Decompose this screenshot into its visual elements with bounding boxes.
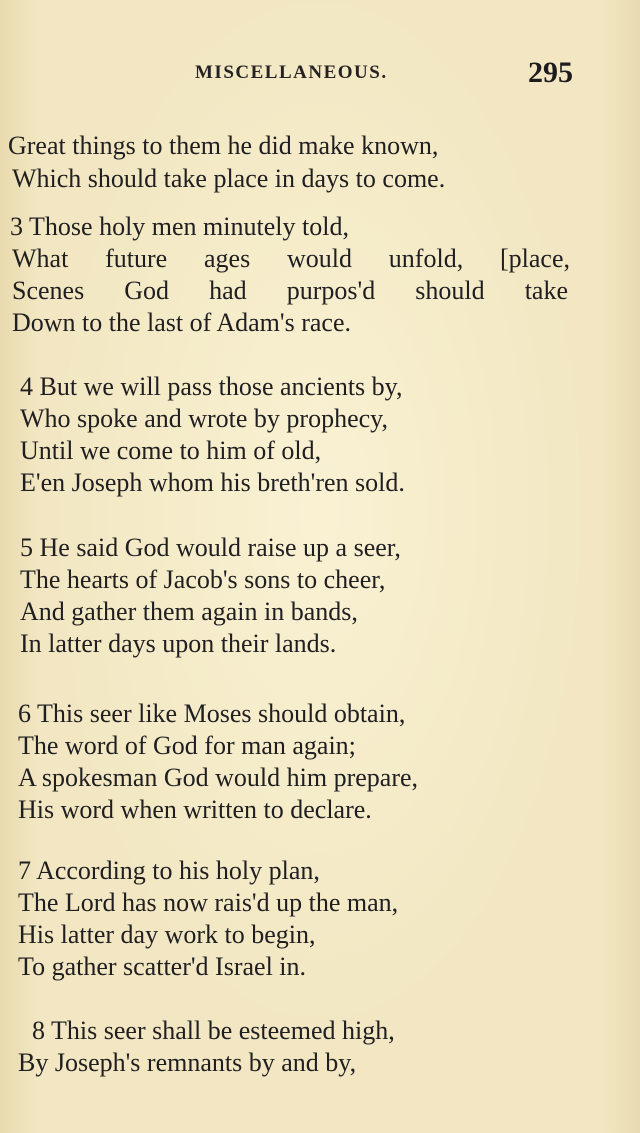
verse-line: Which should take place in days to come. <box>12 164 446 193</box>
verse-line: To gather scatter'd Israel in. <box>18 952 307 981</box>
verse-line: Until we come to him of old, <box>20 436 322 465</box>
verse-line: The hearts of Jacob's sons to cheer, <box>20 565 386 594</box>
verse-line: His word when written to declare. <box>18 795 372 824</box>
verse-line: E'en Joseph whom his breth'ren sold. <box>20 468 405 497</box>
verse-line: 7 According to his holy plan, <box>18 856 320 885</box>
verse-line: 6 This seer like Moses should obtain, <box>18 699 406 728</box>
verse-line: His latter day work to begin, <box>18 920 316 949</box>
verse-line: The word of God for man again; <box>18 731 356 760</box>
verse-line: In latter days upon their lands. <box>20 629 337 658</box>
verse-line: And gather them again in bands, <box>20 597 358 626</box>
verse-line: Down to the last of Adam's race. <box>12 308 351 337</box>
verse-line: Scenes God had purpos'd should take <box>12 276 568 305</box>
verse-line: 8 This seer shall be esteemed high, <box>32 1016 395 1045</box>
verse-line: Who spoke and wrote by prophecy, <box>20 404 388 433</box>
verse-line: A spokesman God would him prepare, <box>18 763 419 792</box>
verse-line: 4 But we will pass those ancients by, <box>20 372 403 401</box>
verse-line: 5 He said God would raise up a seer, <box>20 533 401 562</box>
verse-line: 3 Those holy men minutely told, <box>10 212 349 241</box>
verse-line: The Lord has now rais'd up the man, <box>18 888 399 917</box>
verse-line: Great things to them he did make known, <box>8 131 439 160</box>
verse-line: By Joseph's remnants by and by, <box>18 1048 357 1077</box>
verse-line: What future ages would unfold, [place, <box>12 244 570 273</box>
running-title: MISCELLANEOUS. <box>195 62 388 83</box>
page-number: 295 <box>528 56 573 89</box>
